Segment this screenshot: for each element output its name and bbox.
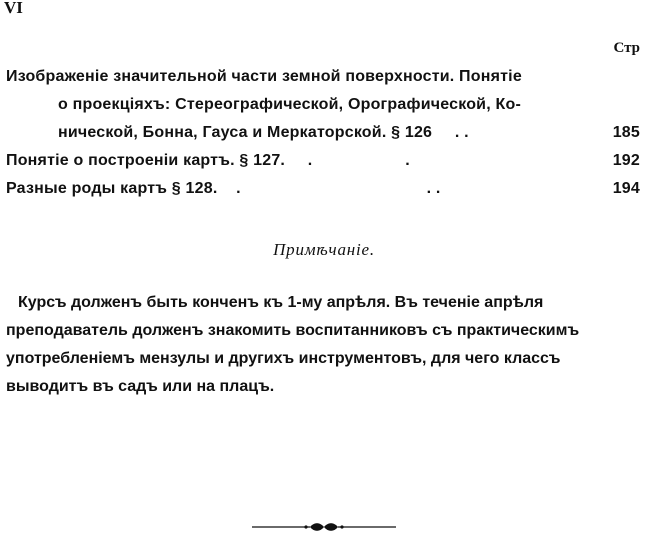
note-line: употребленіемъ мензулы и другихъ инструментовъ, для чего классъ (6, 350, 561, 367)
toc-page-number: 194 (612, 180, 640, 197)
toc-entry-1-line-2 (6, 91, 640, 119)
page-number: VI (4, 0, 23, 17)
toc-entry-2 (6, 147, 640, 175)
toc-page-number: 185 (612, 124, 640, 141)
toc-leader-dots: . . (454, 124, 469, 141)
toc-entry-text: Разные роды картъ § 128. (6, 180, 218, 197)
toc-page-number: 192 (612, 152, 640, 169)
toc-leader-dots: . . (307, 152, 410, 169)
toc-entry-text: Изображеніе значительной части земной поверхности. Понятіе (6, 68, 522, 85)
note-line: преподаватель долженъ знакомить воспитанниковъ съ практическимъ (6, 322, 580, 339)
ornament-divider (250, 520, 398, 534)
toc-entry-3 (6, 175, 640, 203)
note-line: выводитъ въ садъ или на плацъ. (6, 378, 275, 395)
note-heading: Примѣчаніе. (273, 240, 375, 259)
toc-entry-text: о проекціяхъ: Стереографической, Орографической, Ко- (58, 96, 521, 113)
toc-entry-text: нической, Бонна, Гауса и Меркаторской. § 126 (58, 124, 433, 141)
note-paragraph (6, 289, 640, 401)
toc-entry-text: Понятіе о построеніи картъ. § 127. (6, 152, 286, 169)
note-line: Курсъ долженъ быть конченъ къ 1-му апрѣля. Въ теченіе апрѣля (18, 294, 544, 311)
toc-entry-1-line-1 (6, 63, 640, 91)
table-of-contents (6, 63, 640, 203)
toc-entry-1-line-3 (6, 119, 640, 147)
toc-leader-dots: . . . (236, 180, 441, 197)
page-column-header: Стр (613, 40, 640, 56)
